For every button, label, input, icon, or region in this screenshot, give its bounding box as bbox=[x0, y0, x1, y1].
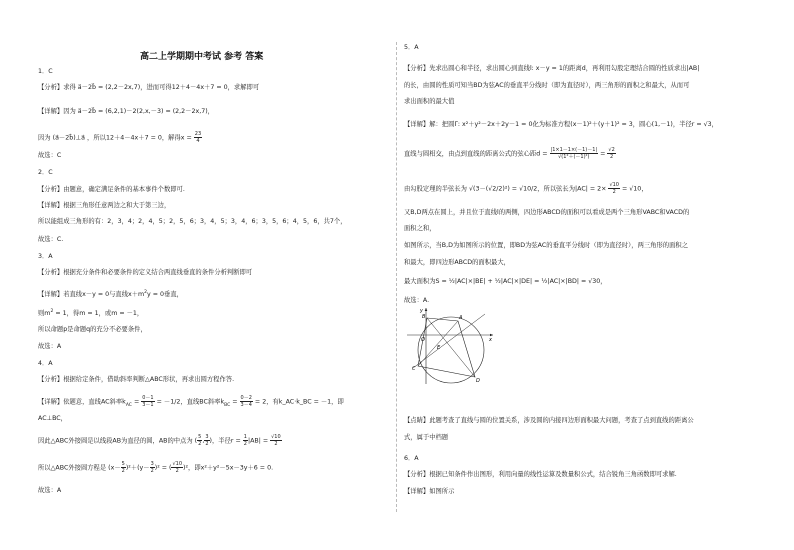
q1-number: 1．C bbox=[38, 68, 53, 75]
fraction: $\frac{1}{2}$ bbox=[243, 434, 247, 447]
q5-chord: 由勾股定理的半弦长为 √(3－(√2/2)²) = √10/2，所以弦长为|AC| = 2× $\frac{√10}{2}$ = √10， bbox=[404, 182, 648, 195]
q5-detail: 【详解】解：把圆Γ: x²＋y²－2x＋2y－1 = 0化为标准方程(x－1)²＋(y＋1)² = 3，圆心(1,－1)，半径r = √3， bbox=[404, 121, 718, 128]
q1-line3: 因为 (a⃗－2b⃗)⊥a⃗ ，所以12＋4－4x＋7 = 0，解得x = $\frac{23}{4}$ bbox=[38, 131, 202, 144]
q4-number: 4．A bbox=[38, 360, 53, 367]
q2-detail2: 所以能组成三角形的有：2，3，4；2，4，5；2，5，6；3，4，5；3，4，6；3，5，6；4，5，6，共7个， bbox=[38, 218, 347, 225]
q5-number: 5．A bbox=[404, 44, 419, 51]
column-divider bbox=[396, 42, 397, 512]
vector-expr: a⃗－2b⃗ bbox=[77, 108, 98, 115]
q6-number: 6．A bbox=[404, 455, 419, 462]
fraction: $\frac{0-2}{3-4}$ bbox=[240, 395, 252, 408]
vector-expr: (a⃗－2b⃗)⊥a⃗ bbox=[52, 134, 86, 142]
fraction: $\frac{3}{2}$ bbox=[205, 434, 209, 447]
fraction: $\frac{√2}{2}$ bbox=[608, 147, 615, 160]
diagonal-ac bbox=[418, 321, 458, 366]
q5-para2: 面积之和， bbox=[404, 225, 436, 232]
q4-perpendicular: AC⊥BC， bbox=[38, 415, 67, 422]
label-o: O bbox=[421, 337, 425, 343]
quadrilateral-abcd bbox=[418, 318, 475, 377]
label-y: y bbox=[420, 308, 423, 314]
q2-detail1: 【详解】根据三角形任意两边之和大于第三边， bbox=[38, 202, 171, 209]
q3-number: 3．A bbox=[38, 253, 53, 260]
label-b: B bbox=[422, 314, 426, 320]
label-x: x bbox=[489, 337, 492, 343]
q6-detail: 【详解】如图所示 bbox=[404, 488, 455, 495]
label-e: E bbox=[437, 345, 441, 351]
fraction: $\frac{√10}{2}$ bbox=[609, 182, 619, 195]
q1-answer: 故选：C bbox=[38, 152, 62, 159]
label-c: C bbox=[412, 366, 416, 372]
fraction: $\frac{23}{4}$ bbox=[194, 131, 202, 144]
q3-conclusion: 所以命题p是命题q的充分不必要条件， bbox=[38, 326, 147, 333]
x-axis-arrow bbox=[490, 334, 493, 337]
fraction: $\frac{√10}{2}$ bbox=[271, 434, 281, 447]
q6-analysis: 【分析】根据已知条件作出图形，利用向量的线性运算及数量积公式，结合锐角三角函数即可求解. bbox=[404, 471, 677, 478]
vector-expr: a⃗－2b⃗ bbox=[77, 84, 98, 91]
q5-comment2: 式，属于中档题 bbox=[404, 434, 449, 441]
q3-analysis: 【分析】根据充分条件和必要条件的定义结合两直线垂直的条件分析判断即可 bbox=[38, 269, 253, 276]
circle-quadrilateral-figure bbox=[405, 306, 495, 386]
q5-analysis2: 的长，由圆的性质可知当BD为弦AC的垂直平分线时（即为直径时），两三角形的面积之和最大，从而可 bbox=[404, 82, 690, 89]
fraction: $\frac{5}{2}$ bbox=[198, 434, 202, 447]
fraction: $\frac{|1\times 1-1\times(-1)-1|}{\text{√(1²＋(－1)²)}}$ bbox=[550, 147, 598, 160]
fraction: $\frac{0-1}{3-1}$ bbox=[142, 395, 154, 408]
q1-detail: 【详解】因为 a⃗－2b⃗ = (6,2,1)－2(2,x,－3) = (2,2－2x,7)， bbox=[38, 108, 214, 115]
q5-comment1: 【点睛】此题考查了直线与圆的位置关系，涉及圆的内接四边形面积最大问题，考查了点到直线的距离公 bbox=[404, 417, 694, 424]
q4-circle: 因此△ABC外接圆是以线段AB为直径的圆，AB的中点为 ( $\frac{5}{2}$ , $\frac{3}{2}$ )，半径r = $\frac{1}{2}$ |AB| = $\frac{√10}{2}$ bbox=[38, 434, 281, 447]
q5-area: 最大面积为S = ½|AC|×|BE| + ½|AC|×|DE| = ½|AC|×|BD| = √30， bbox=[404, 278, 607, 285]
q2-analysis: 【分析】由题意，确定满足条件的基本事件个数即可. bbox=[38, 186, 185, 193]
q3-detail: 【详解】若直线x－y = 0与直线$x+m^2y = 0$垂直， bbox=[38, 290, 183, 299]
q1-analysis: 【分析】求得 a⃗－2b⃗ = (2,2－2x,7)，进而可得12＋4－4x＋7 = 0，求解即可 bbox=[38, 84, 260, 91]
q3-answer: 故选：A bbox=[38, 343, 62, 350]
q3-line2: 则$m^2 = 1$，得m = 1，或m = －1， bbox=[38, 309, 144, 318]
q2-number: 2．C bbox=[38, 169, 53, 176]
q4-detail: 【详解】依题意，直线AC斜率$k_{AC}$ = $\frac{0-1}{3-1}$ = －1/2，直线BC斜率$k_{BC}$ = $\frac{0-2}{3-4}$ = 2，有k_AC·k_BC = －1，即 bbox=[38, 395, 344, 408]
y-axis-arrow bbox=[425, 308, 428, 311]
label-a: A bbox=[459, 315, 463, 321]
q5-para1: 又B,D两点在圆上，并且位于直线l的两侧，四边形ABCD的面积可以看成是两个三角形VABC和VACD的 bbox=[404, 209, 690, 216]
q5-para4: 和最大，即四边形ABCD的面积最大， bbox=[404, 259, 510, 266]
q4-analysis: 【分析】根据给定条件，借助斜率判断△ABC形状，再求出圆方程作答. bbox=[38, 376, 235, 383]
label-d: D bbox=[476, 378, 480, 384]
q4-equation: 所以△ABC外接圆方程是 (x－ $\frac{5}{2}$ )²＋(y－ $\frac{3}{2}$ )² = ( $\frac{√10}{2}$ )²，即x²＋y²－5x－3y＋6 = 0. bbox=[38, 461, 274, 474]
q5-para3: 如图所示，当B,D为如图所示的位置，即BD为弦AC的垂直平分线时（即为直径时），两三角形的面积之 bbox=[404, 242, 688, 249]
q5-analysis3: 求出面积的最大值 bbox=[404, 98, 455, 105]
q5-answer: 故选：A. bbox=[404, 297, 430, 304]
q2-answer: 故选：C. bbox=[38, 236, 64, 243]
page-title: 高二上学期期中考试 参考 答案 bbox=[140, 52, 264, 62]
q5-analysis1: 【分析】先求出圆心和半径，求出圆心到直线l: x－y = 1的距离d，再利用勾股定理结合圆的性质求出|AB| bbox=[404, 65, 700, 72]
q4-answer: 故选：A bbox=[38, 487, 62, 494]
q5-distance: 直线与圆相交，由点到直线的距离公式的弦心距d = $\frac{|1\times 1-1\times(-1)-1|}{\text{√(1²＋(－1)²)}}$ = $\frac{√2}{2}$ bbox=[404, 147, 615, 160]
